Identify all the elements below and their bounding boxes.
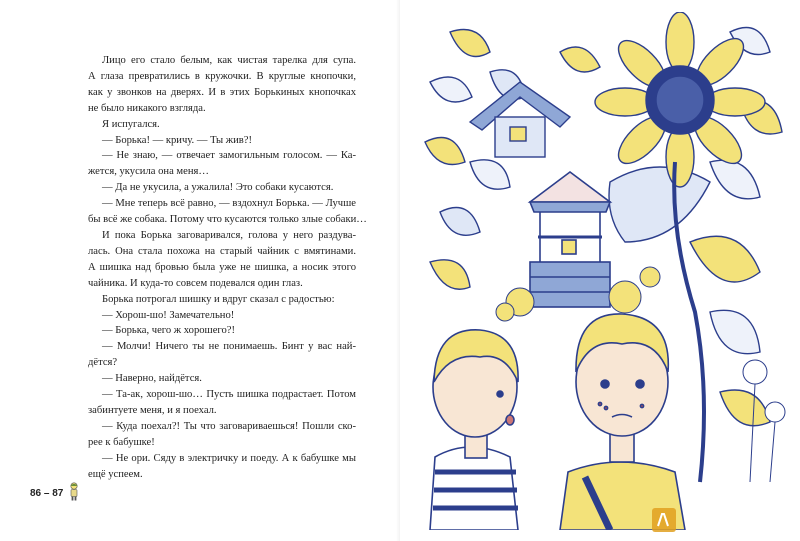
text-line: — Не ори. Сяду в электричку и поеду. А к бабушке мы bbox=[102, 452, 356, 464]
illustration-sunflowers-well-boys bbox=[410, 12, 788, 530]
wooden-well bbox=[530, 172, 610, 307]
text-line: А шишка над бровью была уже не шишка, а носик этого bbox=[88, 261, 356, 273]
text-line: дётся? bbox=[88, 357, 118, 369]
text-line: Лицо его стало белым, как чистая тарелка для супа. bbox=[102, 55, 356, 66]
text-line: — Да не укусила, а ужалила! Это собаки кусаются. bbox=[102, 182, 334, 194]
publisher-logo-icon bbox=[652, 508, 676, 532]
house-roof bbox=[470, 82, 570, 157]
text-line: чайника. И куда-то совсем подевался один глаз. bbox=[88, 277, 303, 289]
text-line: жется, укусила она меня… bbox=[88, 166, 209, 178]
story-text bbox=[88, 53, 367, 482]
boy-figure-icon bbox=[67, 481, 81, 501]
page-number: 86 – 87 bbox=[30, 488, 64, 499]
text-line: не было никакого взгляда. bbox=[88, 102, 206, 114]
boy-right bbox=[560, 314, 685, 530]
text-line: А глаза превратились в кружочки. В круглые кнопочки, bbox=[88, 70, 356, 82]
text-line: — Мне теперь всё равно, — вздохнул Борька. — Лучше bbox=[102, 198, 356, 210]
text-line: лась. Она стала похожа на старый чайник с вмятинами. bbox=[88, 245, 356, 257]
text-line: Борька потрогал шишку и вдруг сказал с радостью: bbox=[102, 293, 335, 305]
boy-left bbox=[430, 330, 518, 530]
text-line: ещё успеем. bbox=[88, 468, 143, 480]
text-line: — Наверно, найдётся. bbox=[102, 373, 202, 385]
text-line: — Молчи! Ничего ты не понимаешь. Бинт у вас най- bbox=[102, 341, 356, 353]
text-line: Я испугался. bbox=[102, 118, 160, 130]
text-line: — Борька, чего ж хорошего?! bbox=[102, 325, 236, 337]
text-line: рее к бабушке! bbox=[88, 436, 155, 448]
text-line: — Борька! — кричу. — Ты жив?! bbox=[102, 134, 253, 146]
text-line: — Куда поехал?! Ты что заговариваешься! Пошли ско- bbox=[102, 420, 356, 432]
text-line: бы всё же собака. Потому что кусаются только злые собаки… bbox=[88, 214, 367, 226]
text-line: как у звонков на дверях. И в этих Борькиных кнопочках bbox=[88, 86, 356, 98]
text-line: — Хорош-шо! Замечательно! bbox=[102, 309, 235, 321]
text-line: — Та-ак, хорош-шо… Пусть шишка подрастает. Потом bbox=[102, 389, 356, 401]
text-line: забинтуете меня, и я поехал. bbox=[88, 404, 217, 416]
text-line: — Не знаю, — отвечает замогильным голосом. — Ка- bbox=[102, 150, 356, 162]
text-line: И пока Борька заговаривался, голова у него раздува- bbox=[102, 229, 356, 241]
